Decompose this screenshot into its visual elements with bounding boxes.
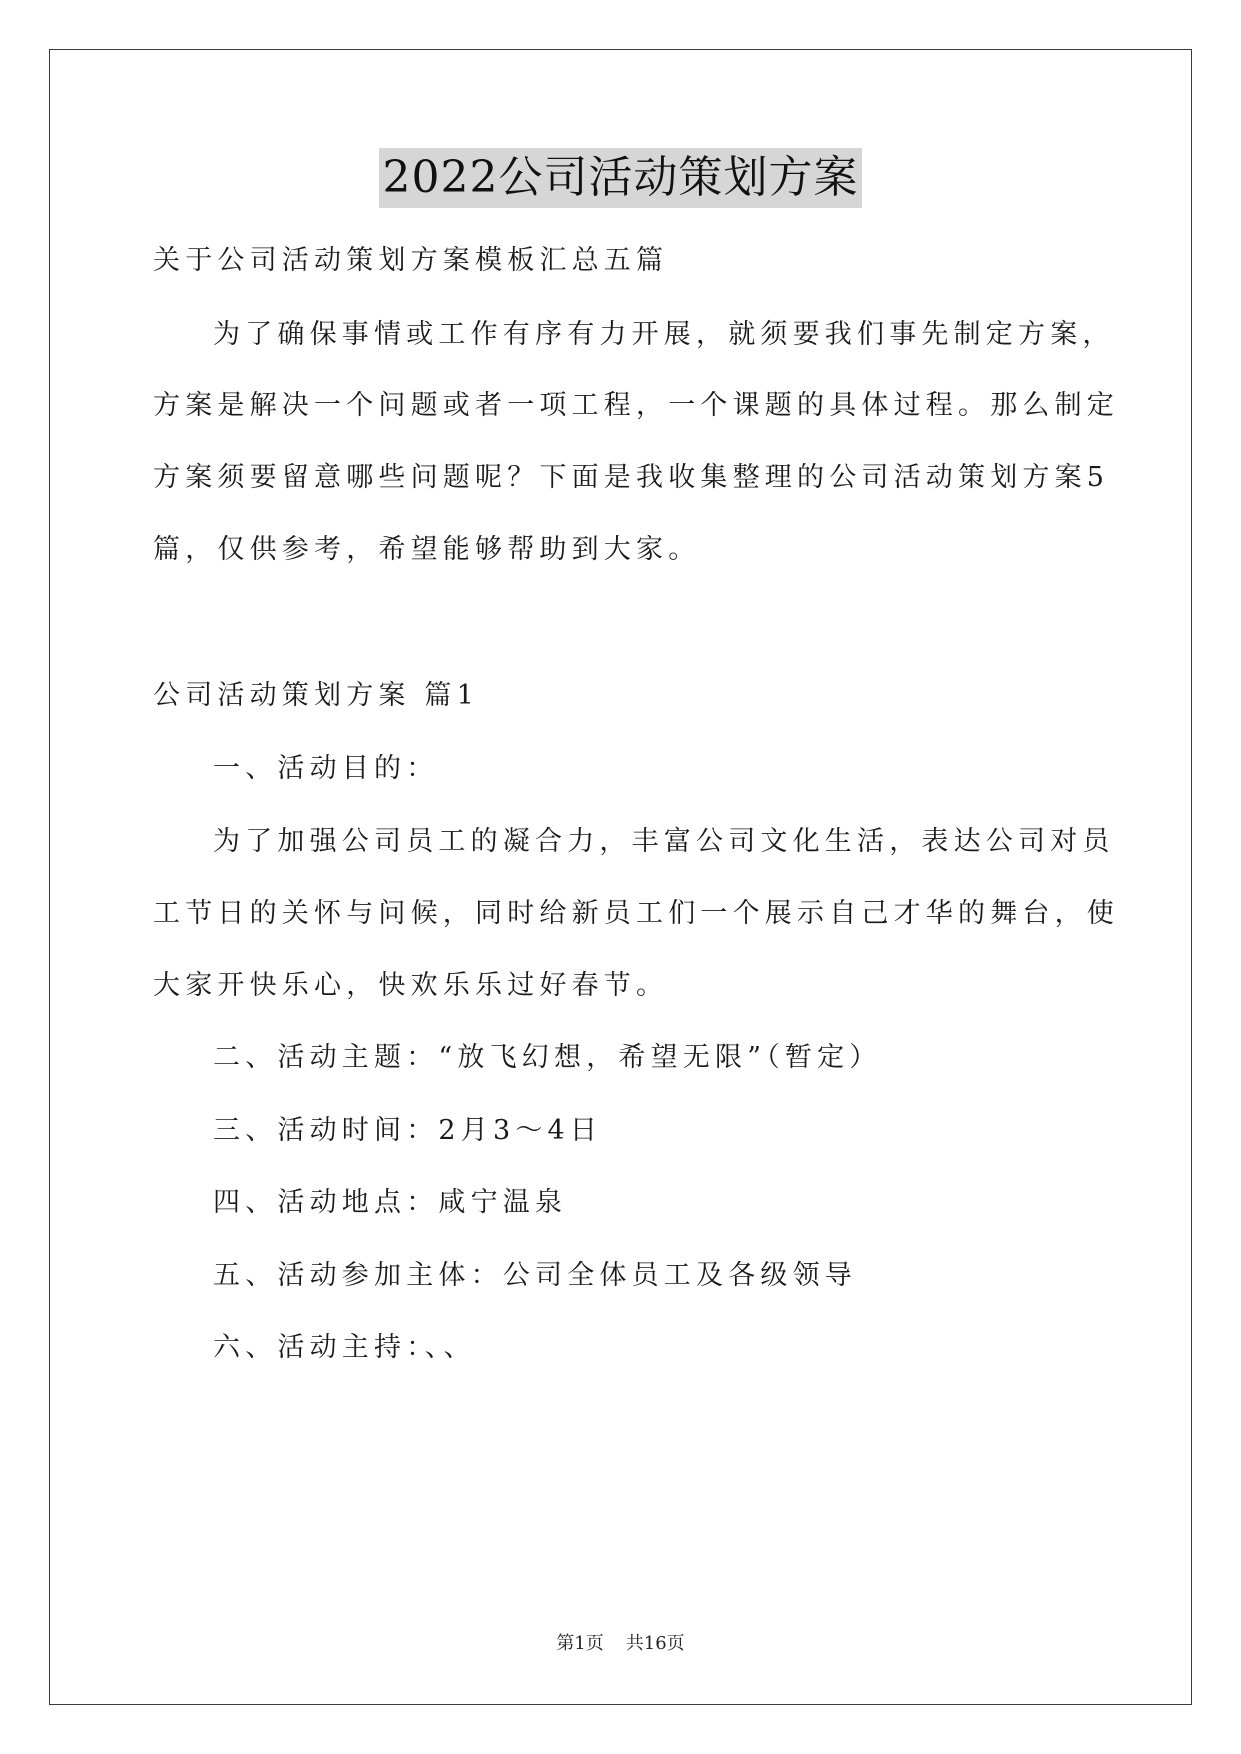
intro-line-4: 篇，仅供参考，希望能够帮助到大家。	[153, 534, 701, 565]
item-theme: 二、活动主题：“放飞幻想，希望无限”（暂定）	[213, 1042, 882, 1073]
item-purpose-heading: 一、活动目的：	[213, 753, 439, 784]
title-container	[0, 148, 1241, 208]
section-heading: 公司活动策划方案 篇1	[153, 680, 479, 711]
purpose-line-2: 工节日的关怀与问候，同时给新员工们一个展示自己才华的舞台，使	[153, 898, 1119, 929]
page-footer	[0, 1632, 1241, 1656]
page-border	[49, 49, 1192, 1705]
item-host: 六、活动主持：、、	[213, 1332, 476, 1363]
intro-line-3: 方案须要留意哪些问题呢？下面是我收集整理的公司活动策划方案5	[153, 462, 1110, 493]
item-location: 四、活动地点：咸宁温泉	[213, 1187, 568, 1218]
purpose-line-1: 为了加强公司员工的凝合力，丰富公司文化生活，表达公司对员	[213, 826, 1115, 857]
document-title: 2022公司活动策划方案	[379, 148, 863, 208]
purpose-line-3: 大家开快乐心，快欢乐乐过好春节。	[153, 970, 669, 1001]
intro-line-1: 为了确保事情或工作有序有力开展，就须要我们事先制定方案，	[213, 319, 1115, 350]
item-participants: 五、活动参加主体：公司全体员工及各级领导	[213, 1260, 857, 1291]
page-total: 共16页	[625, 1633, 685, 1654]
item-time: 三、活动时间：2月3～4日	[213, 1115, 603, 1146]
document-subtitle: 关于公司活动策划方案模板汇总五篇	[153, 245, 669, 276]
page-number: 第1页	[556, 1633, 604, 1654]
intro-line-2: 方案是解决一个问题或者一项工程，一个课题的具体过程。那么制定	[153, 390, 1119, 421]
